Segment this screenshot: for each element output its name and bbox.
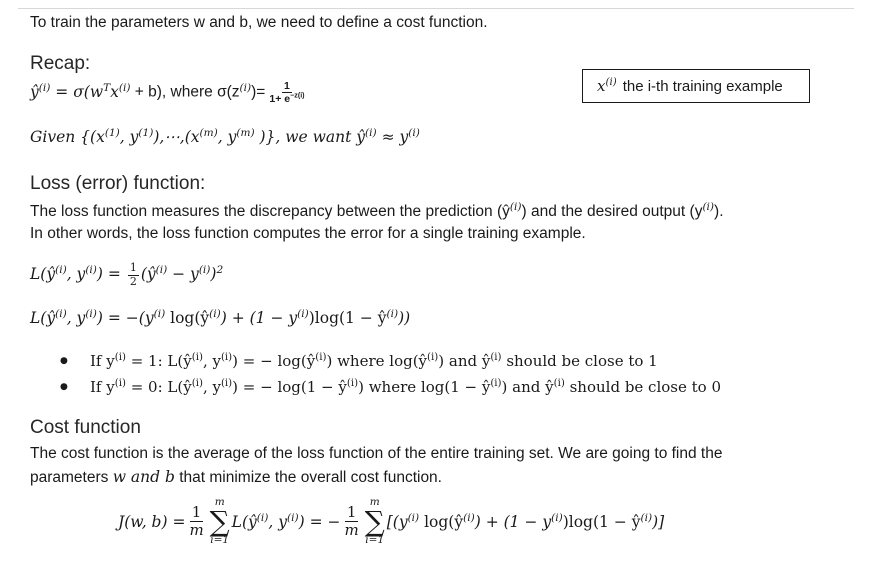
list-item: ● If $y^{(i)} = 1$: $L(ŷ^{(i)}$, $y^{(i)}$) = − $\log(ŷ^{(i)})$ where $\log(ŷ^{(i)})$ and $ŷ^{(i)}$ should be close to 1 [60, 348, 721, 374]
log-loss-equation: $L(ŷ^{(i)}$, $y^{(i)}) = -(y^{(i)}$ $\log(ŷ^{(i)}) + (1 - y^{(i)})\log(1$ − $ŷ^{(i)}$)) [30, 307, 411, 327]
recap-heading: Recap: [30, 53, 91, 74]
sigmoid-fraction: $\frac{1}{1+ e^{-z(i)}}$ [269, 80, 305, 106]
loss-cases-list [60, 348, 721, 400]
cost-description-1: The cost function is the average of the loss function of the entire training set. We are going to find the [30, 445, 723, 462]
cost-function-equation: J(w, b) = $\frac{1}{m}$ m ∑ i=1 $L(ŷ^{(i)}$, $y^{(i)}$) = − $\frac{1}{m}$ m ∑ i=1 [($y^{(i)}$ $\log(ŷ^{(i)}) + (1 - y^{(i)})\log(1$ − $ŷ^{(i)}$)] [118, 496, 665, 547]
recap-formula: $ŷ^{(i)} = \sigma(w^Tx^{(i)} + b)$, where $\sigma(z^{(i)})=$ $\frac{1}{1+ e^{-z(i)}}$ [30, 80, 305, 106]
loss-heading: Loss (error) function: [30, 173, 206, 194]
top-rule [18, 8, 854, 9]
one-over-m-fraction-2: $\frac{1}{m}$ [344, 503, 359, 540]
loss-description-2: In other words, the loss function computes the error for a single training example. [30, 225, 586, 242]
intro-text: To train the parameters w and b, we need to define a cost function. [30, 14, 488, 31]
list-item: ● If $y^{(i)} = 0$: $L(ŷ^{(i)}$, $y^{(i)}$) = − $\log(1 - ŷ^{(i)})$ where $\log(1 - ŷ^{(i)})$ and $ŷ^{(i)}$ should be close to 0 [60, 374, 721, 400]
one-over-m-fraction: $\frac{1}{m}$ [189, 503, 204, 540]
cost-description-2: parameters w and b that minimize the overall cost function. [30, 468, 442, 486]
loss-description-1: The loss function measures the discrepancy between the prediction $(ŷ^{(i)})$ and the desired output $(y^{(i)})$. [30, 200, 724, 220]
given-line: Given {($x^{(1)}$, $y^{(1)}),\cdots,(x^{(m)}$, $y^{(m)}$ )}, we want $ŷ^{(i)} \approx y^{(i)}$ [30, 126, 420, 146]
squared-loss-equation: $L(ŷ^{(i)}$, $y^{(i)}$) = $\frac{1}{2}$ $(ŷ^{(i)} - y^{(i)})^2$ [30, 261, 224, 288]
summation-sign-2: m ∑ i=1 [364, 496, 385, 547]
cost-heading: Cost function [30, 417, 141, 438]
training-example-box: $x^{(i)}$ the i-th training example [582, 69, 810, 103]
summation-sign: m ∑ i=1 [209, 496, 230, 547]
half-fraction: $\frac{1}{2}$ [129, 261, 137, 288]
